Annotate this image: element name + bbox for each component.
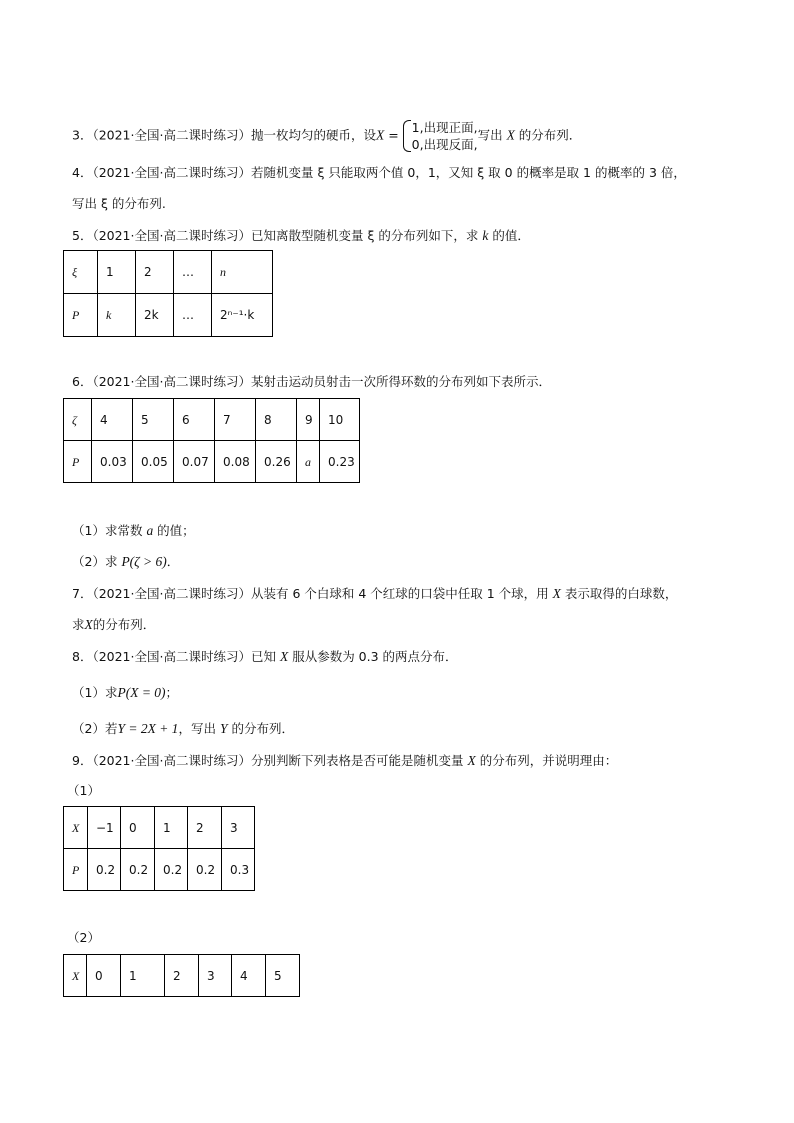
question-4 <box>72 167 686 180</box>
q8-subquestion-2 <box>72 722 294 736</box>
table-cell: P <box>64 441 92 483</box>
q6-source: （2021·全国·高二课时练习） <box>92 374 251 389</box>
brace-icon <box>403 120 411 152</box>
table-cell: 0.08 <box>215 441 256 483</box>
table-cell: 0.03 <box>92 441 133 483</box>
q8-subquestion-1 <box>72 686 178 700</box>
q4-source: （2021·全国·高二课时练习） <box>92 165 251 180</box>
q3-text-1: 抛一枚均匀的硬币，设 <box>250 127 376 143</box>
q6-sub2-expr: P(ζ > 6) <box>121 554 167 569</box>
q8-sub1: （1）求 <box>72 685 118 700</box>
question-6 <box>72 376 551 389</box>
question-4-cont <box>72 198 166 211</box>
q9-var: X <box>467 753 476 768</box>
q7-var-2: X <box>84 617 93 632</box>
q9-text: 分别判断下列表格是否可能是随机变量 <box>250 753 464 768</box>
table-cell: 9 <box>297 399 320 441</box>
q8-sub1-expr: P(X = 0) <box>117 685 166 700</box>
q6-distribution-table <box>63 398 360 483</box>
q8-sub2-end: 的分布列． <box>231 721 294 736</box>
q7-var: X <box>552 586 561 601</box>
table-cell: 0.2 <box>88 849 121 891</box>
q8-sub2: （2）若 <box>72 721 118 736</box>
q3-text-3: 的分布列． <box>518 127 582 143</box>
table-cell: 0.2 <box>155 849 188 891</box>
table-cell: 0.26 <box>256 441 297 483</box>
table-cell: n <box>212 251 273 294</box>
q8-var: X <box>279 649 289 664</box>
q3-number: 3． <box>72 127 93 143</box>
part-label: （2） <box>67 930 100 945</box>
q3-eq: = <box>384 127 403 143</box>
table-cell: X <box>64 955 87 997</box>
table-cell: 4 <box>92 399 133 441</box>
q5-number: 5． <box>72 228 93 243</box>
q5-text-2: 的值． <box>492 228 530 243</box>
question-8 <box>72 650 458 664</box>
q4-line-2: 写出 ξ 的分布列. <box>72 196 166 211</box>
q6-sub2-end: ． <box>166 554 180 569</box>
q7-source: （2021·全国·高二课时练习） <box>92 586 251 601</box>
table-cell: 2 <box>136 251 174 294</box>
table-cell: ξ <box>64 251 98 294</box>
table-cell: 4 <box>232 955 266 997</box>
q7-line-1-end: 表示取得的白球数， <box>564 586 678 601</box>
table-cell: 0 <box>87 955 121 997</box>
question-3 <box>72 119 581 153</box>
case-tails: 0,出现反面, <box>411 137 478 152</box>
q8-number: 8． <box>72 649 93 664</box>
table-cell: ζ <box>64 399 92 441</box>
question-5 <box>72 229 530 243</box>
table-cell: 0.2 <box>121 849 155 891</box>
table-cell: 6 <box>174 399 215 441</box>
q6-text: 某射击运动员射击一次所得环数的分布列如下表所示． <box>250 374 551 389</box>
q3-var-2: X <box>506 127 515 143</box>
table-cell: a <box>297 441 320 483</box>
q9-table-1 <box>63 806 255 891</box>
table-cell: 1 <box>155 807 188 849</box>
table-cell: 2k <box>136 294 174 337</box>
q3-text-2: 写出 <box>477 127 503 143</box>
q8-sub1-end: ； <box>165 685 179 700</box>
q9-part-2-label <box>67 932 100 945</box>
table-cell: … <box>174 251 212 294</box>
q7-line-2: 求 <box>72 617 85 632</box>
q7-line-2-end: 的分布列． <box>92 617 156 632</box>
table-cell: 1 <box>121 955 165 997</box>
table-cell: 8 <box>256 399 297 441</box>
table-cell: 0.07 <box>174 441 215 483</box>
q8-text-2: 服从参数为 0.3 的两点分布． <box>292 649 458 664</box>
table-cell: −1 <box>88 807 121 849</box>
q8-text: 已知 <box>250 649 276 664</box>
q6-subquestion-1 <box>72 524 195 538</box>
table-cell: 5 <box>133 399 174 441</box>
case-heads: 1,出现正面, <box>411 120 478 135</box>
q3-var: X <box>375 127 385 143</box>
table-cell: 2ⁿ⁻¹·k <box>212 294 273 337</box>
q6-sub1-var: a <box>146 523 154 538</box>
q4-number: 4． <box>72 165 93 180</box>
q6-subquestion-2 <box>72 555 179 569</box>
table-cell: 3 <box>199 955 232 997</box>
q4-line-1: 若随机变量 ξ 只能取两个值 0，1，又知 ξ 取 0 的概率是取 1 的概率的 3 倍， <box>250 165 686 180</box>
table-cell: 2 <box>165 955 199 997</box>
table-cell: X <box>64 807 88 849</box>
table-cell: 1 <box>98 251 136 294</box>
table-cell: … <box>174 294 212 337</box>
table-cell: 10 <box>320 399 360 441</box>
table-cell: 3 <box>222 807 255 849</box>
q9-number: 9． <box>72 753 93 768</box>
q5-var: k <box>482 228 489 243</box>
q7-number: 7． <box>72 586 93 601</box>
table-cell: 0.23 <box>320 441 360 483</box>
table-cell: 2 <box>188 807 222 849</box>
question-9 <box>72 754 617 768</box>
q5-text: 已知离散型随机变量 ξ 的分布列如下，求 <box>250 228 479 243</box>
table-cell: P <box>64 849 88 891</box>
q6-number: 6． <box>72 374 93 389</box>
table-cell: 5 <box>266 955 300 997</box>
table-cell: 0.3 <box>222 849 255 891</box>
q8-sub2-var: Y <box>219 721 228 736</box>
q8-sub2-expr: Y = 2X + 1 <box>117 721 179 736</box>
table-cell: P <box>64 294 98 337</box>
q8-source: （2021·全国·高二课时练习） <box>92 649 251 664</box>
q5-distribution-table <box>63 250 273 337</box>
table-cell: 0.2 <box>188 849 222 891</box>
table-cell: k <box>98 294 136 337</box>
q8-sub2-mid: ，写出 <box>178 721 216 736</box>
piecewise-definition <box>403 119 478 153</box>
q6-sub2: （2）求 <box>72 554 118 569</box>
q9-table-2 <box>63 954 300 997</box>
q5-source: （2021·全国·高二课时练习） <box>92 228 251 243</box>
q9-source: （2021·全国·高二课时练习） <box>92 753 251 768</box>
table-cell: 0.05 <box>133 441 174 483</box>
question-7-cont <box>72 618 155 632</box>
q9-text-2: 的分布列，并说明理由： <box>479 753 618 768</box>
table-cell: 7 <box>215 399 256 441</box>
q7-line-1: 从装有 6 个白球和 4 个红球的口袋中任取 1 个球，用 <box>250 586 549 601</box>
part-label: （1） <box>67 783 100 798</box>
table-cell: 0 <box>121 807 155 849</box>
question-7 <box>72 587 677 601</box>
q6-sub1: （1）求常数 <box>72 523 143 538</box>
q6-sub1-end: 的值； <box>157 523 195 538</box>
q9-part-1-label <box>67 785 100 798</box>
q3-source: （2021·全国·高二课时练习） <box>92 127 251 143</box>
